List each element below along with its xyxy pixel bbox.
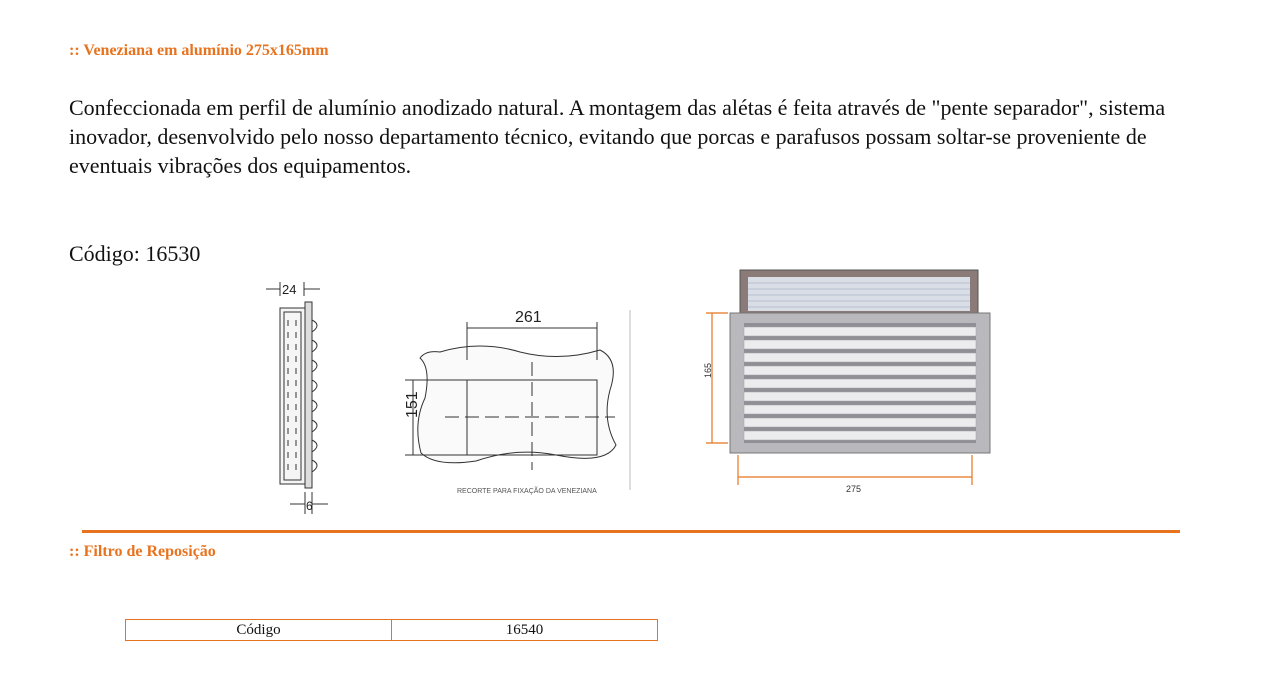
dim-product-width: 275 <box>846 484 862 494</box>
product-illustration <box>700 265 1000 500</box>
section-divider <box>82 530 1180 533</box>
table-cell-key: Código <box>126 620 392 641</box>
table-row <box>126 620 658 641</box>
dim-cutout-height: 151 <box>404 391 421 418</box>
product-code: Código: 16530 <box>69 241 201 266</box>
dim-product-height: 165 <box>703 362 713 378</box>
side-profile-drawing <box>260 270 350 520</box>
dim-cutout-width: 261 <box>515 309 542 326</box>
cutout-drawing <box>385 300 645 510</box>
filter-code-table <box>125 619 658 641</box>
table-cell-value: 16540 <box>392 620 658 641</box>
dim-flange: 6 <box>306 499 313 513</box>
section-title-veneziana: :: Veneziana em alumínio 275x165mm <box>69 42 329 59</box>
product-description: Confeccionada em perfil de alumínio anodizado natural. A montagem das alétas é feita através de "pente separador", sistema inovador, desenvolvido pelo nosso departamento técnico, evitando que porcas e parafusos possam soltar-se proveniente de eventuais vibrações dos equipamentos. <box>69 95 1166 178</box>
dim-depth: 24 <box>282 282 297 297</box>
section-title-filtro: :: Filtro de Reposição <box>69 543 216 560</box>
cutout-caption: RECORTE PARA FIXAÇÃO DA VENEZIANA <box>457 488 597 495</box>
